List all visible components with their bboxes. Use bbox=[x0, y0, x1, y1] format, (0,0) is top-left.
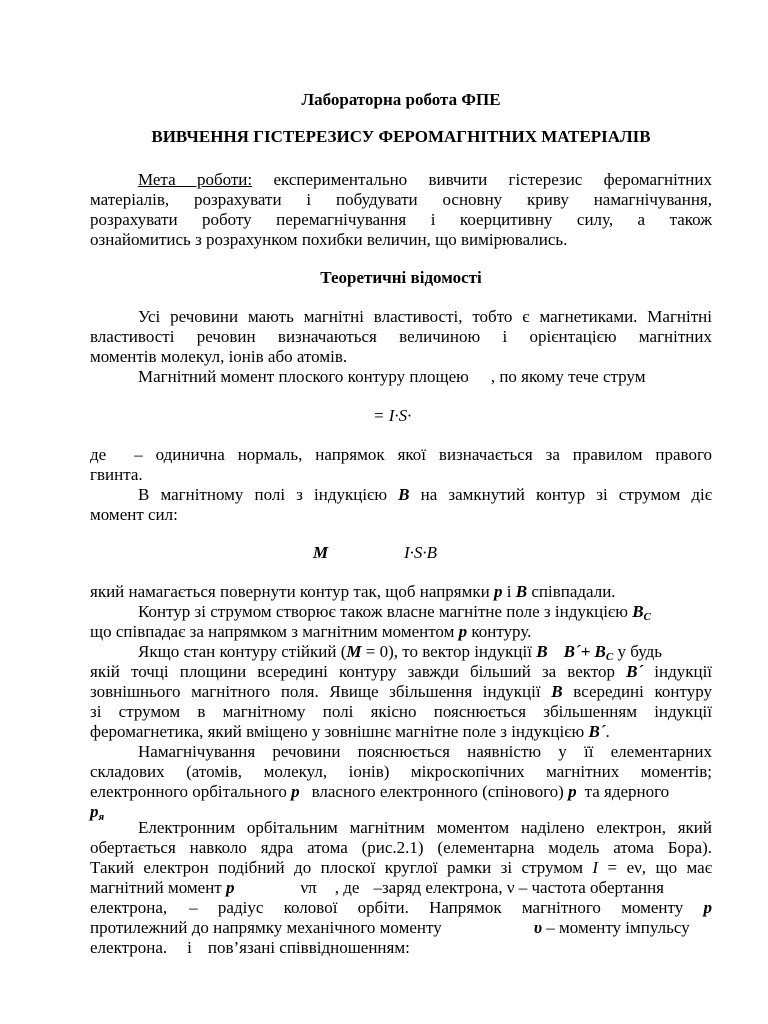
p6-line-2: що співпадає за напрямком з магнітним моментом p контуру. bbox=[90, 622, 532, 641]
goal-label: Мета роботи: bbox=[138, 170, 253, 189]
p8-line-4: $p_я$ bbox=[90, 802, 105, 823]
p7-line-4: зі струмом в магнітному полі якісно пояснюється збільшенням індукції bbox=[90, 702, 712, 721]
p5-line-1: який намагається повернути контур так, щоб напрямки p і B співпадали. bbox=[90, 582, 616, 601]
p7-line-5: феромагнетика, який вміщено у зовнішнє магнітне поле з індукцією B´. bbox=[90, 722, 610, 741]
p9-line-4: магнітний момент p νπ , де –заряд електрона, ν – частота обертання bbox=[90, 878, 665, 897]
p7-line-2: якій точці площини всередині контуру завжди більший за вектор B´ індукції bbox=[90, 662, 713, 681]
p7-line-1: Якщо стан контуру стійкий (M = 0), то вектор індукції B B´+ $B_C$ у будь bbox=[138, 642, 663, 663]
p3-line-2: гвинта. bbox=[90, 465, 143, 484]
formula-torque-lhs: M bbox=[313, 543, 329, 562]
section-heading: Теоретичні відомості bbox=[320, 268, 482, 287]
p8-line-3: електронного орбітального p власного електронного (спінового) p та ядерного bbox=[90, 782, 670, 801]
p6-line-1: Контур зі струмом створює також власне магнітне поле з індукцією $B_C$ bbox=[138, 602, 651, 623]
goal-line-2: матеріалів, розрахувати і побудувати основну криву намагнічування, bbox=[90, 190, 712, 209]
p1-line-2: властивості речовин визначаються величиною і орієнтацією магнітних bbox=[90, 327, 712, 346]
p7-line-3: зовнішнього магнітного поля. Явище збільшення індукції B всередині контуру bbox=[90, 682, 713, 701]
p4-line-2: момент сил: bbox=[90, 505, 178, 524]
goal-line-1: Мета роботи: експериментально вивчити гістерезис феромагнітних bbox=[138, 170, 712, 189]
formula-magnetic-moment: = I·S· bbox=[373, 406, 412, 425]
document-title: ВИВЧЕННЯ ГІСТЕРЕЗИСУ ФЕРОМАГНІТНИХ МАТЕРІАЛІВ bbox=[151, 127, 651, 146]
p4-line-1: В магнітному полі з індукцією B на замкнутий контур зі струмом діє bbox=[138, 485, 713, 504]
p9-line-2: обертається навколо ядра атома (рис.2.1) (елементарна модель атома Бора). bbox=[90, 838, 712, 857]
formula-torque-rhs: I·S·B bbox=[404, 543, 438, 562]
p1-line-3: моментів молекул, іонів або атомів. bbox=[90, 347, 348, 366]
p1-line-1: Усі речовини мають магнітні властивості, тобто є магнетиками. Магнітні bbox=[138, 307, 712, 326]
p9-line-7: електрона. і пов’язані співвідношенням: bbox=[90, 938, 410, 957]
p9-line-3: Такий електрон подібний до плоскої круглої рамки зі струмом I = eν, що має bbox=[90, 858, 713, 877]
goal-line-3: розрахувати роботу перемагнічування і коерцитивну силу, а також bbox=[90, 210, 712, 229]
p9-line-5: електрона, – радіус колової орбіти. Напрямок магнітного моменту p bbox=[90, 898, 713, 917]
p3-line-1: де – одинична нормаль, напрямок якої визначається за правилом правого bbox=[90, 445, 712, 464]
p8-line-2: складових (атомів, молекул, іонів) мікроскопічних магнітних моментів; bbox=[90, 762, 712, 781]
p2-line-1: Магнітний момент плоского контуру площею , по якому тече струм bbox=[138, 367, 646, 386]
p9-line-6: протилежний до напрямку механічного моменту υ – моменту імпульсу bbox=[90, 918, 690, 937]
lab-title: Лабораторна робота ФПЕ bbox=[301, 90, 501, 109]
goal-line-4: ознайомитись з розрахунком похибки величин, що вимірювались. bbox=[90, 230, 568, 249]
p8-line-1: Намагнічування речовини пояснюється наявністю у її елементарних bbox=[138, 742, 712, 761]
p9-line-1: Електронним орбітальним магнітним моментом наділено електрон, який bbox=[138, 818, 712, 837]
